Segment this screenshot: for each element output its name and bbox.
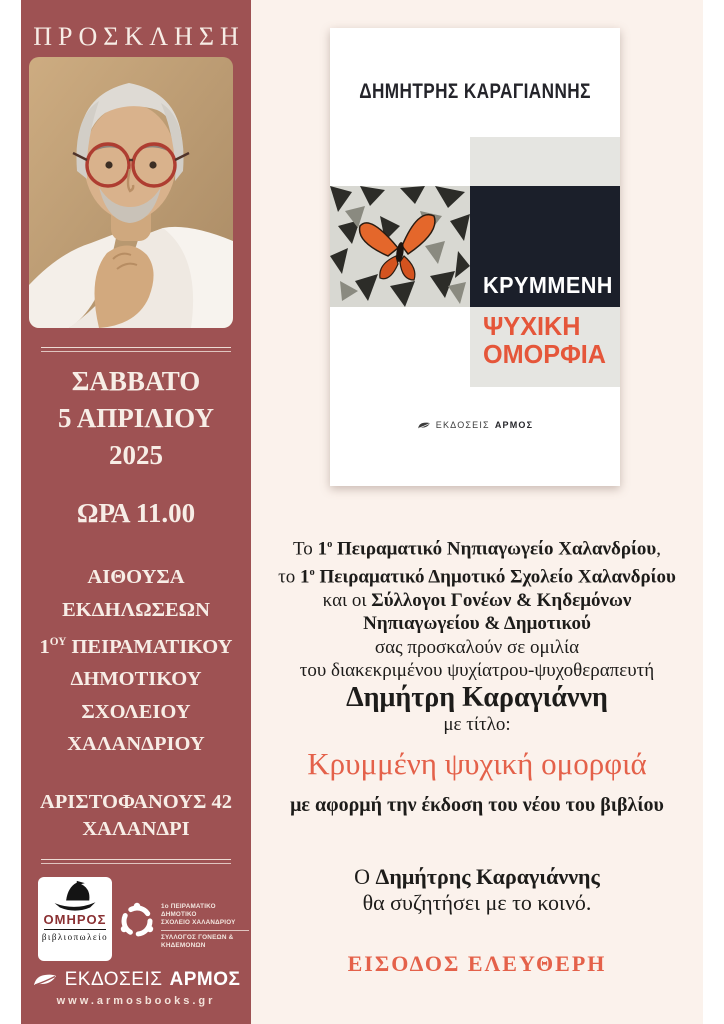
divider xyxy=(41,859,231,864)
closing-line: θα συζητήσει με το κοινό. xyxy=(362,890,592,915)
ship-icon xyxy=(47,880,103,912)
free-entrance-label: ΕΙΣΟΔΟΣ ΕΛΕΥΘΕΡΗ xyxy=(347,951,607,976)
event-time: ΩΡΑ 11.00 xyxy=(76,498,196,528)
divider xyxy=(161,930,249,931)
event-date xyxy=(21,363,251,474)
invitation-title: ΠΡΟΣΚΛΗΣΗ xyxy=(33,22,245,51)
school-name-line2: ΣΧΟΛΕΙΟ ΧΑΛΑΝΔΡΙΟΥ xyxy=(161,919,236,926)
invite-line: και οι Σύλλογοι Γονέων & Κηδεμόνων xyxy=(322,589,632,611)
main-area xyxy=(251,0,703,1024)
cover-title-line3: ΟΜΟΡΦΙΑ xyxy=(483,339,606,369)
parents-association-name: ΣΥΛΛΟΓΟΣ ΓΟΝΕΩΝ & ΚΗΔΕΜΟΝΩΝ xyxy=(161,934,234,949)
occasion-text: με αφορμή την έκδοση του νέου του βιβλίου xyxy=(290,794,664,816)
talk-title: Κρυμμένη ψυχική ομορφιά xyxy=(307,746,647,781)
portrait-illustration xyxy=(29,57,233,328)
cover-publisher-name: ΑΡΜΟΣ xyxy=(494,420,534,430)
people-circle-icon xyxy=(117,901,157,941)
cover-publisher-mark xyxy=(330,420,620,430)
venue-line: ΕΚΔΗΛΩΣΕΩΝ xyxy=(62,598,210,621)
invite-line: Το $1^o$ Πειραματικό Νηπιαγωγείο Χαλανδρίου, xyxy=(293,538,661,560)
event-venue xyxy=(21,561,251,761)
cover-title-orange xyxy=(483,312,606,368)
event-address xyxy=(21,789,251,843)
address-street: ΑΡΙΣΤΟΦΑΝΟΥΣ 42 xyxy=(39,791,233,813)
invite-line: του διακεκριμένου ψυχίατρου-ψυχοθεραπευτή xyxy=(299,660,655,682)
venue-line: ΣΧΟΛΕΙΟΥ xyxy=(81,700,191,723)
leaf-icon xyxy=(32,972,58,988)
cover-title-line1: ΚΡΥΜΜΕΝΗ xyxy=(483,272,613,298)
bookshop-logo xyxy=(38,877,112,961)
event-date-day: ΣΑΒΒΑΤΟ xyxy=(71,366,201,396)
butterfly-icon xyxy=(330,186,470,307)
cover-title-line2: ΨΥΧΙΚΗ xyxy=(483,311,581,341)
invite-line: σας προσκαλούν σε ομιλία xyxy=(374,636,580,658)
sidebar xyxy=(21,0,251,1024)
event-date-year: 2025 xyxy=(109,440,163,470)
publisher-name: ΑΡΜΟΣ xyxy=(169,969,241,990)
book-cover xyxy=(330,28,620,486)
closing-line: Ο Δημήτρης Καραγιάννης xyxy=(354,864,600,889)
venue-line: ΔΗΜΟΤΙΚΟΥ xyxy=(70,668,202,691)
divider xyxy=(44,929,106,930)
cover-dark-block xyxy=(470,186,620,307)
publisher-website: www.armosbooks.gr xyxy=(56,995,216,1007)
closing-text xyxy=(251,864,703,916)
publisher-logo xyxy=(21,969,251,991)
event-date-date: 5 ΑΠΡΙΛΙΟΥ xyxy=(58,403,214,433)
leaf-icon xyxy=(417,421,431,430)
bookshop-subtitle: βιβλιοπωλείο xyxy=(41,932,109,942)
school-association-logo xyxy=(161,903,251,950)
invitation-text xyxy=(251,533,703,683)
invite-line: Νηπιαγωγείου & Δημοτικού xyxy=(363,613,591,635)
invite-line: το $1^o$ Πειραματικό Δημοτικό Σχολείο Χαλανδρίου xyxy=(278,566,676,588)
cover-author-name: ΔΗΜΗΤΡΗΣ ΚΑΡΑΓΙΑΝΝΗΣ xyxy=(359,79,591,103)
venue-line: $1^{O\Upsilon}$ ΠΕΙΡΑΜΑΤΙΚΟΥ xyxy=(39,635,233,658)
bookshop-name: ΟΜΗΡΟΣ xyxy=(43,912,107,927)
school-name-line1: 1ο ΠΕΙΡΑΜΑΤΙΚΟ ΔΗΜΟΤΙΚΟ xyxy=(161,903,216,918)
address-city: ΧΑΛΑΝΔΡΙ xyxy=(82,818,190,840)
butterfly-image xyxy=(330,186,470,307)
title-intro: με τίτλο: xyxy=(443,714,511,735)
cover-publisher-label: ΕΚΔΟΣΕΙΣ xyxy=(435,420,490,430)
divider xyxy=(41,347,231,352)
venue-line: ΑΙΘΟΥΣΑ xyxy=(87,566,185,588)
speaker-name: Δημήτρη Καραγιάννη xyxy=(346,682,608,713)
publisher-label: ΕΚΔΟΣΕΙΣ xyxy=(64,969,163,990)
venue-line: ΧΑΛΑΝΔΡΙΟΥ xyxy=(67,733,205,756)
speaker-photo xyxy=(29,57,233,328)
